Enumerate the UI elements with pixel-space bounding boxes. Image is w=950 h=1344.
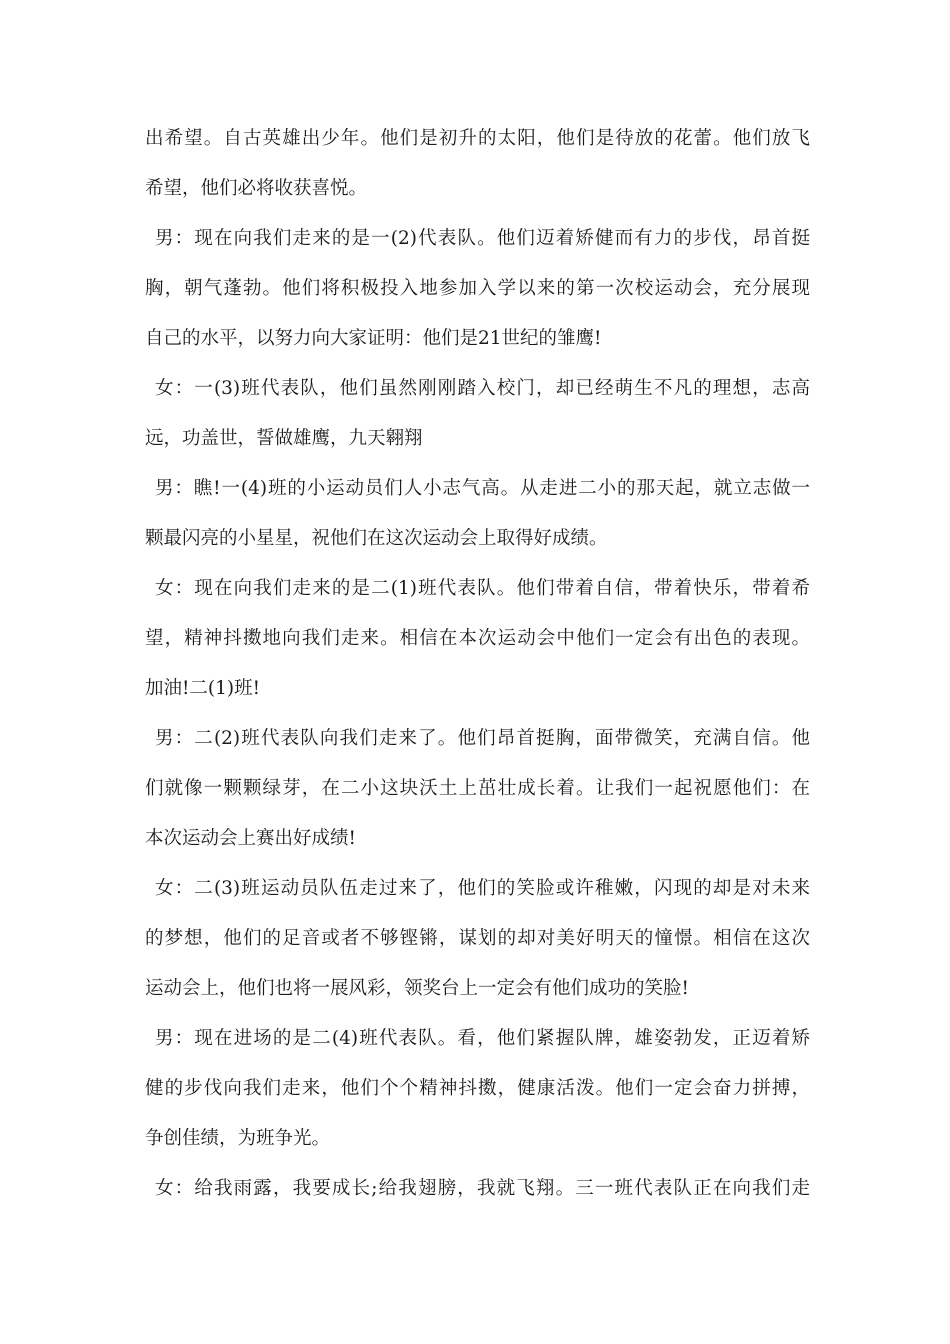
text-line: 女：二(3)班运动员队伍走过来了，他们的笑脸或许稚嫩，闪现的却是对未来 [155,878,810,899]
text-line: 男：现在向我们走来的是一(2)代表队。他们迈着矫健而有力的步伐，昂首挺 [155,228,810,249]
text-line: 们就像一颗颗绿芽，在二小这块沃土上茁壮成长着。让我们一起祝愿他们：在 [145,778,810,799]
text-line: 颗最闪亮的小星星，祝他们在这次运动会上取得好成绩。 [145,528,608,549]
text-line: 运动会上，他们也将一展风彩，领奖台上一定会有他们成功的笑脸! [145,978,689,999]
text-line: 远，功盖世，誓做雄鹰，九天翱翔 [145,428,423,449]
text-line: 的梦想，他们的足音或者不够铿锵，谋划的却对美好明天的憧憬。相信在这次 [145,928,810,949]
text-line: 男：现在进场的是二(4)班代表队。看，他们紧握队牌，雄姿勃发，正迈着矫 [155,1028,810,1049]
text-line: 加油!二(1)班! [145,678,261,699]
text-line: 希望，他们必将收获喜悦。 [145,178,368,199]
text-line: 女：一(3)班代表队，他们虽然刚刚踏入校门，却已经萌生不凡的理想，志高 [155,378,810,399]
text-line: 争创佳绩，为班争光。 [145,1128,331,1149]
text-line: 望，精神抖擞地向我们走来。相信在本次运动会中他们一定会有出色的表现。 [145,628,810,649]
text-line: 男：瞧!一(4)班的小运动员们人小志气高。从走进二小的那天起，就立志做一 [155,478,810,499]
text-line: 男：二(2)班代表队向我们走来了。他们昂首挺胸，面带微笑，充满自信。他 [155,728,810,749]
text-line: 女：现在向我们走来的是二(1)班代表队。他们带着自信，带着快乐，带着希 [155,578,810,599]
text-line: 胸，朝气蓬勃。他们将积极投入地参加入学以来的第一次校运动会，充分展现 [145,278,810,299]
text-line: 女：给我雨露，我要成长;给我翅膀，我就飞翔。三一班代表队正在向我们走 [155,1178,810,1199]
text-line: 出希望。自古英雄出少年。他们是初升的太阳，他们是待放的花蕾。他们放飞 [145,128,810,149]
text-line: 自己的水平，以努力向大家证明：他们是21世纪的雏鹰! [145,328,602,349]
text-line: 健的步伐向我们走来，他们个个精神抖擞，健康活泼。他们一定会奋力拼搏， [145,1078,810,1099]
text-line: 本次运动会上赛出好成绩! [145,828,356,849]
